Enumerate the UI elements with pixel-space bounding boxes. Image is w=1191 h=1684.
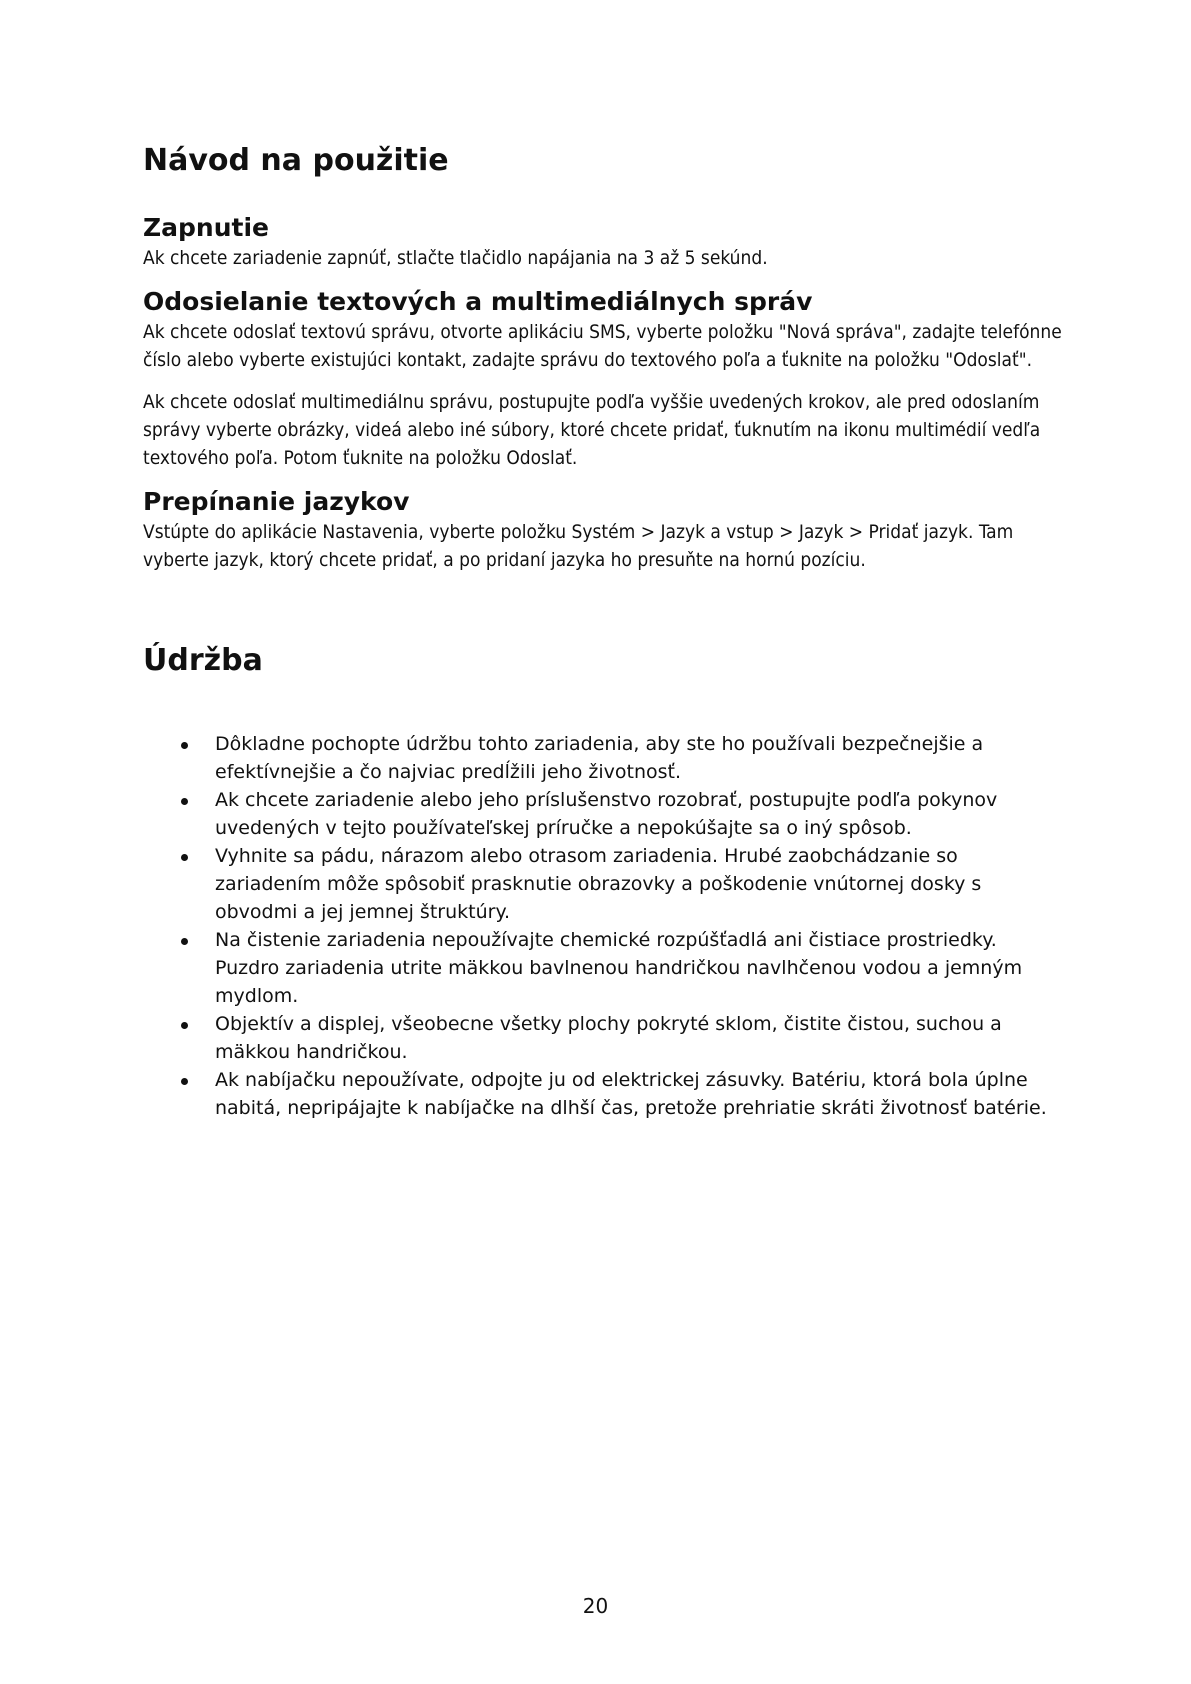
section-title-maintenance: Údržba <box>143 643 263 678</box>
list-item: Ak chcete zariadenie alebo jeho príslušenstvo rozobrať, postupujte podľa pokynov uvedených v tejto používateľskej príručke a nepokúšajte sa o iný spôsob. <box>143 786 1063 842</box>
bullet-icon <box>181 742 188 749</box>
bullet-icon <box>181 1022 188 1029</box>
bullet-icon <box>181 854 188 861</box>
bullet-icon <box>181 1078 188 1085</box>
heading-language: Prepínanie jazykov <box>143 487 410 516</box>
list-item: Objektív a displej, všeobecne všetky plochy pokryté sklom, čistite čistou, suchou a mäkkou handričkou. <box>143 1010 1063 1066</box>
bullet-icon <box>181 938 188 945</box>
paragraph-messaging-sms: Ak chcete odoslať textovú správu, otvorte aplikáciu SMS, vyberte položku "Nová správa", zadajte telefónne číslo alebo vyberte existujúci kontakt, zadajte správu do textového poľa a ťuknite na položku "Odoslať". <box>143 321 1062 371</box>
list-item: Na čistenie zariadenia nepoužívajte chemické rozpúšťadlá ani čistiace prostriedky. Puzdro zariadenia utrite mäkkou bavlnenou handričkou navlhčenou vodou a jemným mydlom. <box>143 926 1063 1010</box>
page-content <box>143 138 1063 1122</box>
maintenance-list <box>143 730 1063 1122</box>
paragraph-power-on: Ak chcete zariadenie zapnúť, stlačte tlačidlo napájania na 3 až 5 sekúnd. <box>143 247 768 269</box>
heading-power-on: Zapnutie <box>143 213 269 242</box>
page-number: 20 <box>582 1594 609 1618</box>
heading-messaging: Odosielanie textových a multimediálnych správ <box>143 287 813 316</box>
paragraph-messaging-mms: Ak chcete odoslať multimediálnu správu, postupujte podľa vyššie uvedených krokov, ale pred odoslaním správy vyberte obrázky, videá alebo iné súbory, ktoré chcete pridať, ťuknutím na ikonu multimédií vedľa textového poľa. Potom ťuknite na položku Odoslať. <box>143 391 1041 469</box>
bullet-icon <box>181 798 188 805</box>
section-title-usage: Návod na použitie <box>143 143 449 178</box>
list-item: Ak nabíjačku nepoužívate, odpojte ju od elektrickej zásuvky. Batériu, ktorá bola úplne nabitá, nepripájajte k nabíjačke na dlhší čas, pretože prehriatie skráti životnosť batérie. <box>143 1066 1063 1122</box>
list-item: Dôkladne pochopte údržbu tohto zariadenia, aby ste ho používali bezpečnejšie a efektívnejšie a čo najviac predĺžili jeho životnosť. <box>143 730 1063 786</box>
paragraph-language: Vstúpte do aplikácie Nastavenia, vyberte položku Systém > Jazyk a vstup > Jazyk > Pridať jazyk. Tam vyberte jazyk, ktorý chcete pridať, a po pridaní jazyka ho presuňte na hornú pozíciu. <box>143 521 1014 571</box>
list-item: Vyhnite sa pádu, nárazom alebo otrasom zariadenia. Hrubé zaobchádzanie so zariadením môže spôsobiť prasknutie obrazovky a poškodenie vnútornej dosky s obvodmi a jej jemnej štruktúry. <box>143 842 1063 926</box>
